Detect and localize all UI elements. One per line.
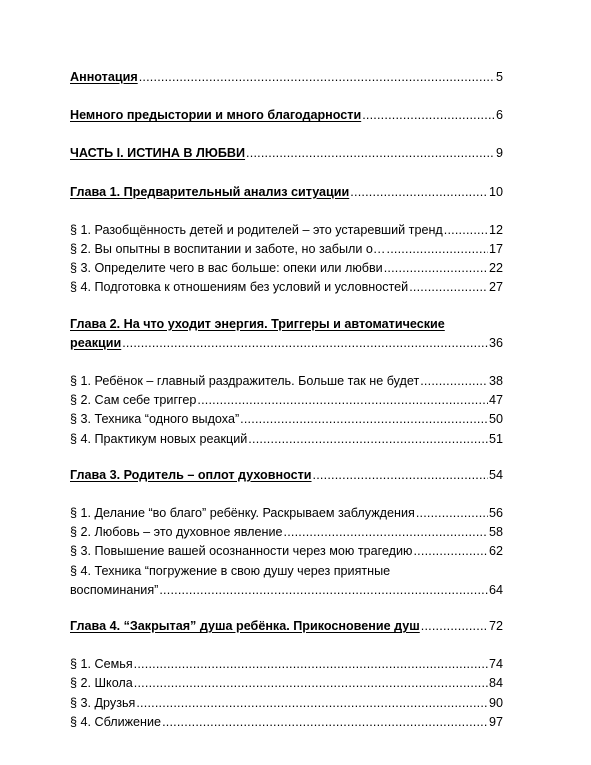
toc-title-line2: реакции	[70, 335, 122, 350]
toc-section-ch2-3[interactable]	[70, 410, 503, 429]
toc-section-title: § 4. Практикум новых реакций	[70, 431, 248, 446]
toc-section-title: § 1. Делание “во благо” ребёнку. Раскрываем заблуждения	[70, 506, 415, 521]
dot-leader	[362, 106, 495, 125]
toc-section-title: § 4. Подготовка к отношениям без условий и условностей	[70, 280, 409, 295]
dot-leader	[134, 674, 488, 693]
toc-page-number: 36	[488, 335, 503, 350]
toc-section-ch4-2[interactable]	[70, 674, 503, 693]
toc-page-number: 38	[488, 374, 503, 389]
toc-section-title: § 3. Повышение вашей осознанности через мою трагедию	[70, 544, 413, 559]
toc-page-number: 27	[488, 280, 503, 295]
toc-section-ch1-2[interactable]	[70, 240, 503, 259]
dot-leader	[197, 391, 488, 410]
dot-leader	[240, 410, 488, 429]
toc-page-number: 58	[488, 525, 503, 540]
toc-entry-chapter2[interactable]	[70, 315, 503, 353]
toc-section-ch1-4[interactable]	[70, 278, 503, 297]
toc-section-title: § 2. Школа	[70, 676, 133, 691]
toc-page-number: 72	[488, 619, 503, 634]
toc-section-ch2-4[interactable]	[70, 430, 503, 449]
dot-leader	[162, 713, 488, 732]
toc-section-ch4-1[interactable]	[70, 655, 503, 674]
toc-section-title: § 3. Техника “одного выдоха”	[70, 412, 240, 427]
toc-page-number: 54	[488, 467, 503, 482]
toc-section-title: § 3. Друзья	[70, 695, 136, 710]
toc-section-title-line2: воспоминания”	[70, 582, 159, 597]
dot-leader	[159, 581, 488, 600]
toc-entry-preface[interactable]	[70, 106, 503, 125]
toc-section-title-line1: § 4. Техника “погружение в свою душу через приятные	[70, 563, 391, 578]
toc-page-number: 17	[488, 242, 503, 257]
toc-section-title: § 1. Семья	[70, 657, 133, 672]
toc-entry-chapter3[interactable]	[70, 466, 503, 485]
toc-title: Глава 4. “Закрытая” душа ребёнка. Прикосновение душ	[70, 619, 420, 634]
toc-section-ch1-3[interactable]	[70, 259, 503, 278]
toc-page-number: 74	[488, 657, 503, 672]
dot-leader	[248, 430, 488, 449]
dot-leader	[416, 504, 488, 523]
dot-leader	[246, 144, 495, 163]
toc-page-number: 97	[488, 714, 503, 729]
toc-entry-chapter1[interactable]	[70, 183, 503, 202]
dot-leader	[421, 617, 488, 636]
toc-page-number: 51	[488, 431, 503, 446]
toc-title: Глава 1. Предварительный анализ ситуации	[70, 184, 350, 199]
dot-leader	[444, 221, 488, 240]
toc-page-number: 62	[488, 544, 503, 559]
dot-leader	[284, 523, 488, 542]
dot-leader	[136, 694, 488, 713]
toc-page-number: 9	[495, 146, 503, 161]
toc-section-ch1-1[interactable]	[70, 221, 503, 240]
toc-page-number: 5	[495, 70, 503, 84]
dot-leader	[313, 466, 488, 485]
toc-section-title: § 3. Определите чего в вас больше: опеки или любви	[70, 261, 383, 276]
toc-page-number: 6	[495, 108, 503, 123]
toc-section-title: § 2. Любовь – это духовное явление	[70, 525, 283, 540]
toc-section-title: § 1. Разобщённость детей и родителей – это устаревший тренд	[70, 222, 443, 237]
dot-leader	[134, 655, 488, 674]
dot-leader	[139, 68, 495, 87]
toc-page-number: 90	[488, 695, 503, 710]
toc-title: ЧАСТЬ I. ИСТИНА В ЛЮБВИ	[70, 146, 246, 161]
toc-page-number: 84	[488, 676, 503, 691]
toc-section-ch3-3[interactable]	[70, 542, 503, 561]
toc-page-number: 50	[488, 412, 503, 427]
toc-section-ch3-4[interactable]	[70, 562, 503, 600]
dot-leader	[413, 542, 488, 561]
toc-entry-chapter4[interactable]	[70, 617, 503, 636]
toc-section-title: § 4. Сближение	[70, 714, 162, 729]
toc-entry-part1[interactable]	[70, 144, 503, 163]
toc-title: Глава 3. Родитель – оплот духовности	[70, 467, 312, 482]
toc-section-title: § 1. Ребёнок – главный раздражитель. Больше так не будет	[70, 374, 420, 389]
dot-leader	[384, 259, 488, 278]
dot-leader	[420, 372, 488, 391]
toc-page-number: 64	[488, 582, 503, 597]
toc-title: Аннотация	[70, 70, 138, 84]
toc-section-title: § 2. Сам себе триггер	[70, 393, 197, 408]
toc-entry-annotation[interactable]	[70, 68, 503, 87]
toc-title: Немного предыстории и много благодарности	[70, 108, 362, 123]
toc-title-line1: Глава 2. На что уходит энергия. Триггеры и автоматические	[70, 316, 445, 331]
dot-leader	[122, 334, 488, 353]
dot-leader	[350, 183, 488, 202]
toc-page-number: 12	[488, 222, 503, 237]
toc-page-number: 22	[488, 261, 503, 276]
toc-page-number: 10	[488, 184, 503, 199]
toc-page-number: 47	[488, 393, 503, 408]
table-of-contents	[70, 68, 503, 732]
toc-section-ch3-1[interactable]	[70, 504, 503, 523]
toc-section-ch4-4[interactable]	[70, 713, 503, 732]
toc-page-number: 56	[488, 506, 503, 521]
dot-leader	[387, 240, 488, 259]
toc-section-ch2-2[interactable]	[70, 391, 503, 410]
dot-leader	[409, 278, 488, 297]
toc-section-ch3-2[interactable]	[70, 523, 503, 542]
toc-section-ch2-1[interactable]	[70, 372, 503, 391]
toc-section-title: § 2. Вы опытны в воспитании и заботе, но забыли о…	[70, 242, 386, 257]
toc-section-ch4-3[interactable]	[70, 694, 503, 713]
